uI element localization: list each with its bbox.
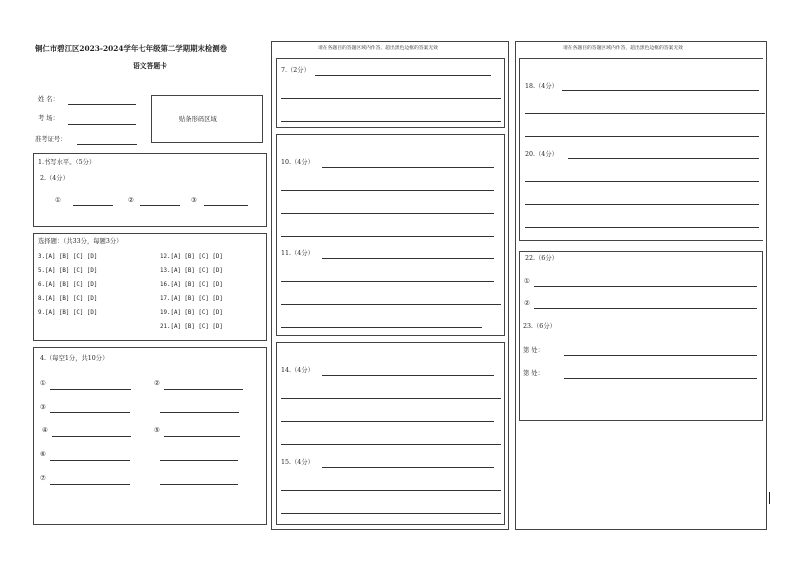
right-notice: 请在各题目的答题区域内作答，超出黑色边框的答案无效 (563, 46, 683, 51)
q4-blank[interactable] (50, 460, 130, 461)
answer-line[interactable] (568, 158, 759, 159)
answer-line[interactable] (281, 121, 501, 122)
answer-line[interactable] (525, 204, 759, 205)
answer-line[interactable] (562, 90, 759, 91)
q23-item-label: 第 处： (523, 347, 544, 354)
answer-line[interactable] (281, 421, 494, 422)
q2-blank-2-label: ② (128, 197, 134, 204)
answer-line[interactable] (322, 375, 494, 376)
name-label: 姓 名： (38, 96, 59, 103)
answer-line[interactable] (315, 75, 491, 76)
q23-item-label: 第 处： (523, 370, 544, 377)
q2-blank-3[interactable] (204, 205, 248, 206)
answer-line[interactable] (281, 327, 482, 328)
q18-label: 18.（4分） (525, 83, 558, 90)
mc-row[interactable]: 13.[A] [B] [C] [D] (160, 268, 223, 274)
answer-line[interactable] (281, 444, 501, 445)
q14-label: 14.（4分） (281, 367, 314, 374)
page-edge-mark (769, 492, 770, 504)
q4-blank[interactable] (164, 389, 243, 390)
name-field[interactable] (68, 104, 136, 105)
q23-label: 23.（6分） (523, 323, 556, 330)
q2-blank-1-label: ① (55, 197, 61, 204)
q4-blank[interactable] (50, 484, 130, 485)
q22-blank[interactable] (534, 308, 757, 309)
room-label: 考 场： (38, 115, 59, 122)
q4-blank[interactable] (160, 484, 238, 485)
q4-blank[interactable] (160, 412, 239, 413)
ticket-label: 准考证号： (35, 136, 67, 143)
mc-row[interactable]: 3.[A] [B] [C] [D] (38, 254, 98, 260)
answer-line[interactable] (322, 258, 494, 259)
q2-blank-1[interactable] (73, 205, 113, 206)
q22-q23-section (519, 251, 763, 421)
answer-sheet-subtitle: 语文答题卡 (133, 62, 167, 70)
q11-label: 11.（4分） (281, 250, 314, 257)
q4-blank[interactable] (164, 436, 240, 437)
exam-title: 铜仁市碧江区2023-2024学年七年级第二学期期末检测卷 (35, 44, 228, 53)
answer-line[interactable] (281, 213, 494, 214)
q2-label: 2.（4分） (40, 175, 69, 182)
answer-line[interactable] (281, 513, 501, 514)
room-field[interactable] (68, 124, 136, 125)
mc-row[interactable]: 17.[A] [B] [C] [D] (160, 296, 223, 302)
q22-blank-label: ① (524, 278, 530, 285)
q20-label: 20.（4分） (525, 151, 558, 158)
answer-line[interactable] (281, 190, 494, 191)
q4-blank-label: ④ (42, 427, 48, 434)
mc-row[interactable]: 16.[A] [B] [C] [D] (160, 282, 223, 288)
q1-label: 1.书写水平。（5分） (38, 159, 96, 166)
middle-notice: 请在各题目的答题区域内作答，超出黑色边框的答案无效 (318, 46, 438, 51)
answer-line[interactable] (281, 398, 501, 399)
q4-blank[interactable] (160, 460, 238, 461)
mc-row[interactable]: 12.[A] [B] [C] [D] (160, 254, 223, 260)
q22-label: 22.（6分） (525, 255, 558, 262)
ticket-field[interactable] (77, 144, 137, 145)
answer-line[interactable] (525, 181, 759, 182)
q7-section (276, 58, 505, 128)
q4-blank[interactable] (50, 389, 131, 390)
q4-blank-label: ② (154, 380, 160, 387)
q4-blank[interactable] (52, 436, 131, 437)
q4-blank-label: ① (40, 380, 46, 387)
q7-label: 7.（2分） (281, 67, 310, 74)
q4-blank[interactable] (50, 412, 130, 413)
q4-blank-label: ⑥ (40, 451, 46, 458)
mc-row[interactable]: 21.[A] [B] [C] [D] (160, 324, 223, 330)
answer-line[interactable] (525, 227, 759, 228)
answer-line[interactable] (281, 98, 501, 99)
answer-line[interactable] (525, 136, 759, 137)
answer-line[interactable] (525, 113, 765, 114)
mc-row[interactable]: 8.[A] [B] [C] [D] (38, 296, 98, 302)
q15-label: 15.（4分） (281, 459, 314, 466)
q2-blank-3-label: ③ (191, 197, 197, 204)
q10-label: 10.（4分） (281, 159, 314, 166)
q2-blank-2[interactable] (140, 205, 180, 206)
mc-row[interactable]: 9.[A] [B] [C] [D] (38, 310, 98, 316)
q4-blank-label: ⑦ (40, 475, 46, 482)
answer-line[interactable] (322, 467, 494, 468)
mc-row[interactable]: 5.[A] [B] [C] [D] (38, 268, 98, 274)
answer-line[interactable] (281, 281, 494, 282)
q23-blank[interactable] (564, 355, 757, 356)
q4-label: 4.（每空1分，共10分） (40, 355, 109, 362)
answer-line[interactable] (281, 304, 501, 305)
answer-line[interactable] (281, 490, 501, 491)
answer-line[interactable] (322, 167, 494, 168)
q22-blank-label: ② (524, 300, 530, 307)
q22-blank[interactable] (534, 286, 757, 287)
barcode-label: 贴条形码区域 (179, 116, 217, 123)
q4-blank-label: ⑤ (154, 427, 160, 434)
q4-blank-label: ③ (40, 404, 46, 411)
mc-row[interactable]: 6.[A] [B] [C] [D] (38, 282, 98, 288)
answer-line[interactable] (281, 236, 494, 237)
mc-row[interactable]: 19.[A] [B] [C] [D] (160, 310, 223, 316)
mc-title: 选择题：（共33分，每题3分） (38, 238, 123, 245)
q23-blank[interactable] (564, 378, 757, 379)
